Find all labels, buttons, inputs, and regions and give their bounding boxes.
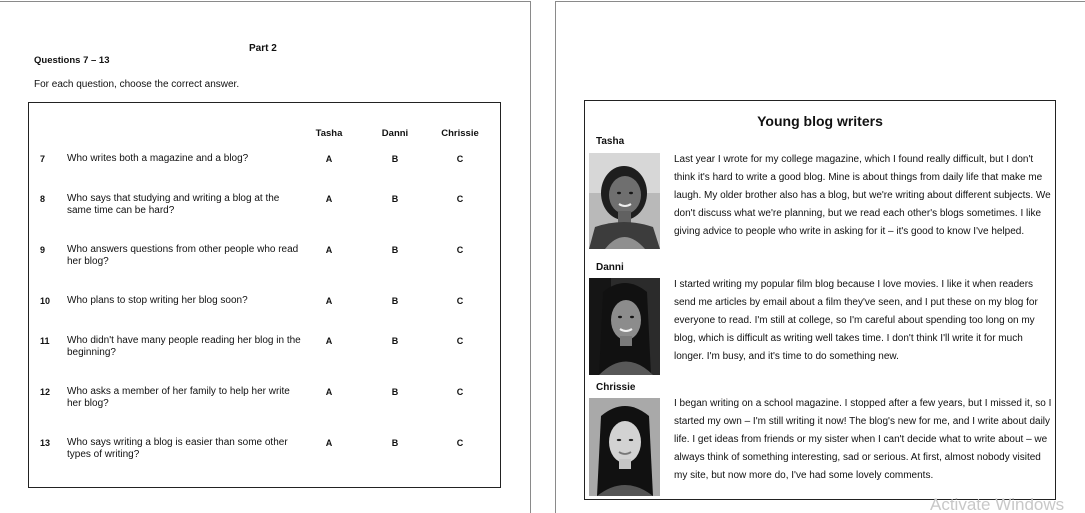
option-c[interactable]: C (456, 336, 464, 346)
writer-text-danni: I started writing my popular film blog because I love movies. I like it when readers send me articles by email about a film they've seen, and I put these on my blog for everyone to read. I'm still at college, so I'm careful about spending too long on my blog, which is difficult as writing well takes time. I don't think I'll write it for much longer. I'm busy, and it's time to do something new. (674, 279, 1038, 362)
question-number: 10 (40, 296, 51, 306)
writer-name-chrissie: Chrissie (596, 382, 636, 393)
option-b[interactable]: B (391, 387, 399, 397)
activate-windows-watermark: Activate Windows (930, 495, 1065, 513)
column-header-danni: Danni (381, 128, 409, 139)
photo-danni (589, 278, 660, 375)
column-header-tasha: Tasha (315, 128, 343, 139)
writer-text-tasha: Last year I wrote for my college magazine, which I found really difficult, but I don't think it's hard to write a good blog. Mine is about things from daily life that make me laugh. My older brother also has a blog, but we're writing about different subjects. We don't discuss what we're planning, but we read each other's blogs sometimes. I like giving advice to people who write in asking for it – it's good to know I've helped. (674, 154, 1051, 237)
option-a[interactable]: A (325, 296, 333, 306)
option-a[interactable]: A (325, 336, 333, 346)
question-text: Who answers questions from other people who read her blog? (67, 244, 299, 267)
option-c[interactable]: C (456, 296, 464, 306)
question-text: Who says writing a blog is easier than some other types of writing? (67, 437, 288, 460)
questions-range: Questions 7 – 13 (34, 55, 110, 66)
writer-name-danni: Danni (596, 262, 624, 273)
writer-text-chrissie: I began writing on a school magazine. I stopped after a few years, but I missed it, so I started my own – I'm still writing it now! The blog's new for me, and I write about daily life. I get ideas from friends or my sister when I can't decide what to write about – we always think of something interesting, sad or serious. At first, almost nobody visited my site, but now more do, I've had some lovely comments. (674, 398, 1052, 481)
option-c[interactable]: C (456, 245, 464, 255)
part-title: Part 2 (249, 43, 277, 54)
blog-article-box (584, 100, 1056, 500)
question-text: Who asks a member of her family to help her write her blog? (67, 386, 290, 409)
question-number: 11 (40, 336, 50, 346)
option-b[interactable]: B (391, 194, 399, 204)
question-text: Who plans to stop writing her blog soon? (67, 295, 248, 306)
option-b[interactable]: B (391, 154, 399, 164)
photo-chrissie (589, 398, 660, 496)
option-c[interactable]: C (456, 154, 464, 164)
article-title: Young blog writers (757, 113, 883, 129)
option-a[interactable]: A (325, 438, 333, 448)
option-b[interactable]: B (391, 296, 399, 306)
option-a[interactable]: A (325, 194, 333, 204)
question-text: Who didn't have many people reading her blog in the beginning? (67, 335, 301, 358)
question-number: 9 (40, 245, 46, 255)
instructions: For each question, choose the correct answer. (34, 79, 240, 90)
question-page (0, 1, 531, 513)
option-c[interactable]: C (456, 194, 464, 204)
question-number: 8 (40, 194, 46, 204)
option-a[interactable]: A (325, 245, 333, 255)
option-a[interactable]: A (325, 154, 333, 164)
column-header-chrissie: Chrissie (441, 128, 479, 139)
question-text: Who writes both a magazine and a blog? (67, 153, 249, 164)
option-b[interactable]: B (391, 438, 399, 448)
option-c[interactable]: C (456, 387, 464, 397)
question-number: 13 (40, 438, 51, 448)
reading-page (555, 1, 1085, 513)
option-c[interactable]: C (456, 438, 464, 448)
question-text: Who says that studying and writing a blog at the same time can be hard? (67, 193, 280, 216)
photo-tasha (589, 153, 660, 249)
option-b[interactable]: B (391, 336, 399, 346)
question-number: 12 (40, 387, 51, 397)
questions-table (28, 102, 501, 488)
question-number: 7 (40, 154, 46, 164)
writer-name-tasha: Tasha (596, 136, 625, 147)
option-a[interactable]: A (325, 387, 333, 397)
option-b[interactable]: B (391, 245, 399, 255)
